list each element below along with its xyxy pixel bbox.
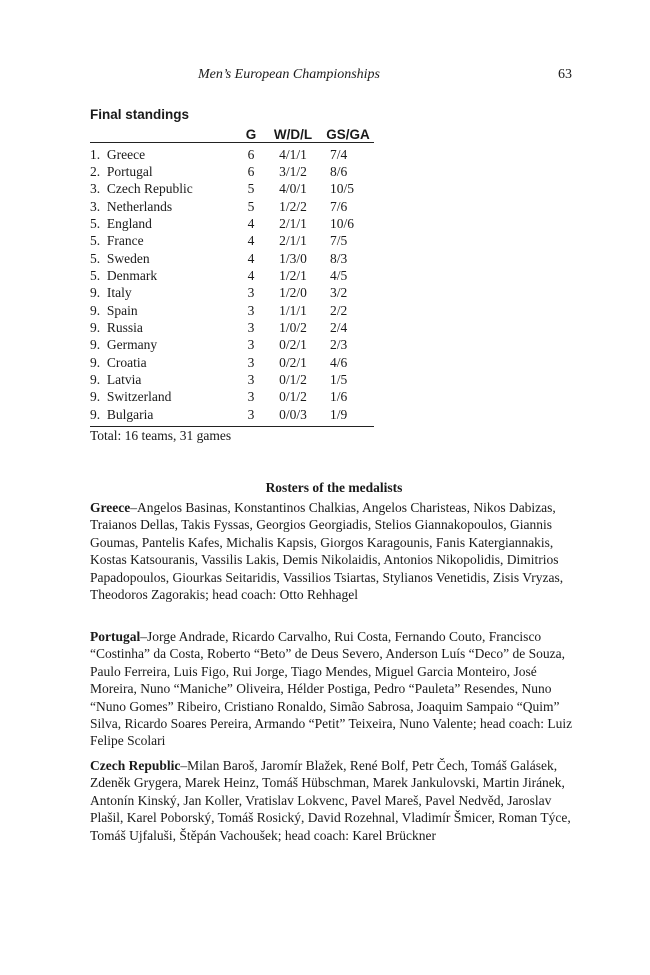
gsga-cell: 2/4 — [330, 320, 348, 336]
final-standings-heading: Final standings — [90, 107, 190, 122]
team-cell: 9. Switzerland — [90, 389, 172, 405]
gsga-cell: 8/6 — [330, 164, 348, 180]
team-cell: 9. Spain — [90, 302, 138, 318]
team-cell: 1. Greece — [90, 146, 146, 162]
roster-czech-republic — [90, 757, 580, 844]
wdl-cell: 0/2/1 — [279, 337, 307, 353]
team-cell: 9. Croatia — [90, 354, 147, 370]
games-cell: 3 — [247, 337, 255, 353]
gsga-cell: 4/5 — [330, 268, 348, 284]
table-row — [90, 337, 374, 354]
games-cell: 4 — [247, 268, 255, 284]
table-row — [90, 406, 374, 426]
games-cell: 6 — [247, 146, 255, 162]
gsga-cell: 7/6 — [330, 198, 348, 214]
team-cell: 5. Sweden — [90, 250, 150, 266]
gsga-cell: 1/6 — [330, 389, 348, 405]
roster-text: –Jorge Andrade, Ricardo Carvalho, Rui Costa, Fernando Couto, Francisco “Costinha” da Costa, Roberto “Beto” de Deus Severo, Anderson Luís “Deco” de Souza, Paulo Ferreira, Luis Figo, Rui Jorge, Tiago Mendes, Miguel Garcia Monteiro, José Moreira, Nuno “Maniche” Oliveira, Hélder Postiga, Pedro “Pauleta” Resendes, Nuno “Nuno Gomes” Ribeiro, Cristiano Ronaldo, Simão Sabrosa, Joaquim Sampaio “Quim” Silva, Ricardo Soares Pereira, Armando “Petit” Teixeira, Nuno Valente; head coach: Luiz Felipe Scolari — [90, 629, 573, 749]
table-row — [90, 389, 374, 406]
wdl-cell: 1/2/0 — [279, 285, 307, 301]
table-row — [90, 354, 374, 371]
table-row — [90, 143, 374, 164]
games-cell: 4 — [247, 233, 255, 249]
team-cell: 5. Denmark — [90, 268, 158, 284]
standings-table — [90, 122, 374, 427]
games-cell: 3 — [247, 320, 255, 336]
gsga-cell: 7/4 — [330, 146, 348, 162]
wdl-cell: 0/1/2 — [279, 389, 307, 405]
table-row — [90, 198, 374, 215]
gsga-cell: 10/5 — [330, 181, 355, 197]
wdl-cell: 1/3/0 — [279, 250, 307, 266]
gsga-cell: 2/3 — [330, 337, 348, 353]
games-cell: 6 — [247, 164, 255, 180]
roster-portugal — [90, 628, 580, 750]
total-line: Total: 16 teams, 31 games — [90, 428, 232, 443]
running-header-title: Men’s European Championships — [198, 67, 380, 82]
roster-country: Czech Republic — [90, 758, 181, 773]
roster-country: Portugal — [90, 629, 141, 644]
games-cell: 3 — [238, 406, 264, 426]
gsga-cell: 7/5 — [330, 233, 348, 249]
wdl-cell: 0/2/1 — [279, 354, 307, 370]
games-cell: 4 — [247, 250, 255, 266]
table-row — [90, 181, 374, 198]
wdl-cell: 2/1/1 — [279, 216, 307, 232]
table-row — [90, 285, 374, 302]
roster-greece — [90, 499, 580, 603]
roster-country: Greece — [90, 500, 131, 515]
games-cell: 3 — [247, 354, 255, 370]
wdl-cell: 4/1/1 — [279, 146, 307, 162]
page-number: 63 — [558, 67, 572, 82]
column-header-wdl: W/D/L — [264, 122, 322, 143]
team-cell: 3. Netherlands — [90, 198, 173, 214]
table-row — [90, 215, 374, 232]
team-cell: 5. France — [90, 233, 144, 249]
wdl-cell: 1/0/2 — [279, 320, 307, 336]
team-cell: 9. Germany — [90, 337, 158, 353]
games-cell: 5 — [247, 181, 255, 197]
table-row — [90, 302, 374, 319]
table-row — [90, 267, 374, 284]
gsga-cell: 1/9 — [322, 406, 374, 426]
team-cell: 2. Portugal — [90, 164, 153, 180]
games-cell: 4 — [247, 216, 255, 232]
games-cell: 3 — [247, 389, 255, 405]
games-cell: 5 — [247, 198, 255, 214]
gsga-cell: 3/2 — [330, 285, 348, 301]
gsga-cell: 1/5 — [330, 372, 348, 388]
wdl-cell: 0/1/2 — [279, 372, 307, 388]
table-row — [90, 233, 374, 250]
rosters-heading: Rosters of the medalists — [265, 480, 403, 495]
games-cell: 3 — [247, 372, 255, 388]
gsga-cell: 4/6 — [330, 354, 348, 370]
games-cell: 3 — [247, 285, 255, 301]
table-row — [90, 163, 374, 180]
wdl-cell: 0/0/3 — [264, 406, 322, 426]
column-header-team — [90, 122, 238, 143]
table-row — [90, 371, 374, 388]
wdl-cell: 1/2/1 — [279, 268, 307, 284]
table-row — [90, 250, 374, 267]
column-header-gsga: GS/GA — [322, 122, 374, 143]
team-cell: 3. Czech Republic — [90, 181, 193, 197]
games-cell: 3 — [247, 302, 255, 318]
wdl-cell: 1/1/1 — [279, 302, 307, 318]
team-cell: 9. Russia — [90, 320, 143, 336]
roster-text: –Angelos Basinas, Konstantinos Chalkias, Angelos Charisteas, Nikos Dabizas, Traianos Dellas, Takis Fyssas, Georgios Georgiadis, Stelios Giannakopoulos, Giannis Goumas, Pantelis Kafes, Michalis Kapsis, Giorgos Karagounis, Fanis Katergiannakis, Kostas Katsouranis, Vassilis Lakis, Demis Nikolaidis, Antonios Nikopolidis, Dimitrios Papadopoulos, Giourkas Seitaridis, Vassilios Tsiartas, Stylianos Venetidis, Zisis Vryzas, Theodoros Zagorakis; head coach: Otto Rehhagel — [90, 500, 564, 603]
team-cell: 9. Bulgaria — [90, 406, 238, 426]
gsga-cell: 8/3 — [330, 250, 348, 266]
table-row — [90, 319, 374, 336]
team-cell: 5. England — [90, 216, 152, 232]
gsga-cell: 10/6 — [330, 216, 355, 232]
wdl-cell: 3/1/2 — [279, 164, 307, 180]
gsga-cell: 2/2 — [330, 302, 348, 318]
team-cell: 9. Italy — [90, 285, 132, 301]
team-cell: 9. Latvia — [90, 372, 142, 388]
roster-text: –Milan Baroš, Jaromír Blažek, René Bolf, Petr Čech, Tomáš Galásek, Zdeněk Grygera, Marek Heinz, Tomáš Hübschman, Marek Jankulovski, Martin Jiránek, Antonín Kinský, Jan Koller, Vratislav Lokvenc, Pavel Mareš, Pavel Nedvěd, Jaroslav Plašil, Karel Poborský, Tomáš Rosický, David Rozehnal, Vladimír Šmicer, Roman Týce, Tomáš Ujfaluši, Štěpán Vachoušek; head coach: Karel Brückner — [90, 758, 571, 843]
standings-header-row — [90, 122, 374, 143]
wdl-cell: 2/1/1 — [279, 233, 307, 249]
column-header-games: G — [238, 122, 264, 143]
wdl-cell: 1/2/2 — [279, 198, 307, 214]
wdl-cell: 4/0/1 — [279, 181, 307, 197]
